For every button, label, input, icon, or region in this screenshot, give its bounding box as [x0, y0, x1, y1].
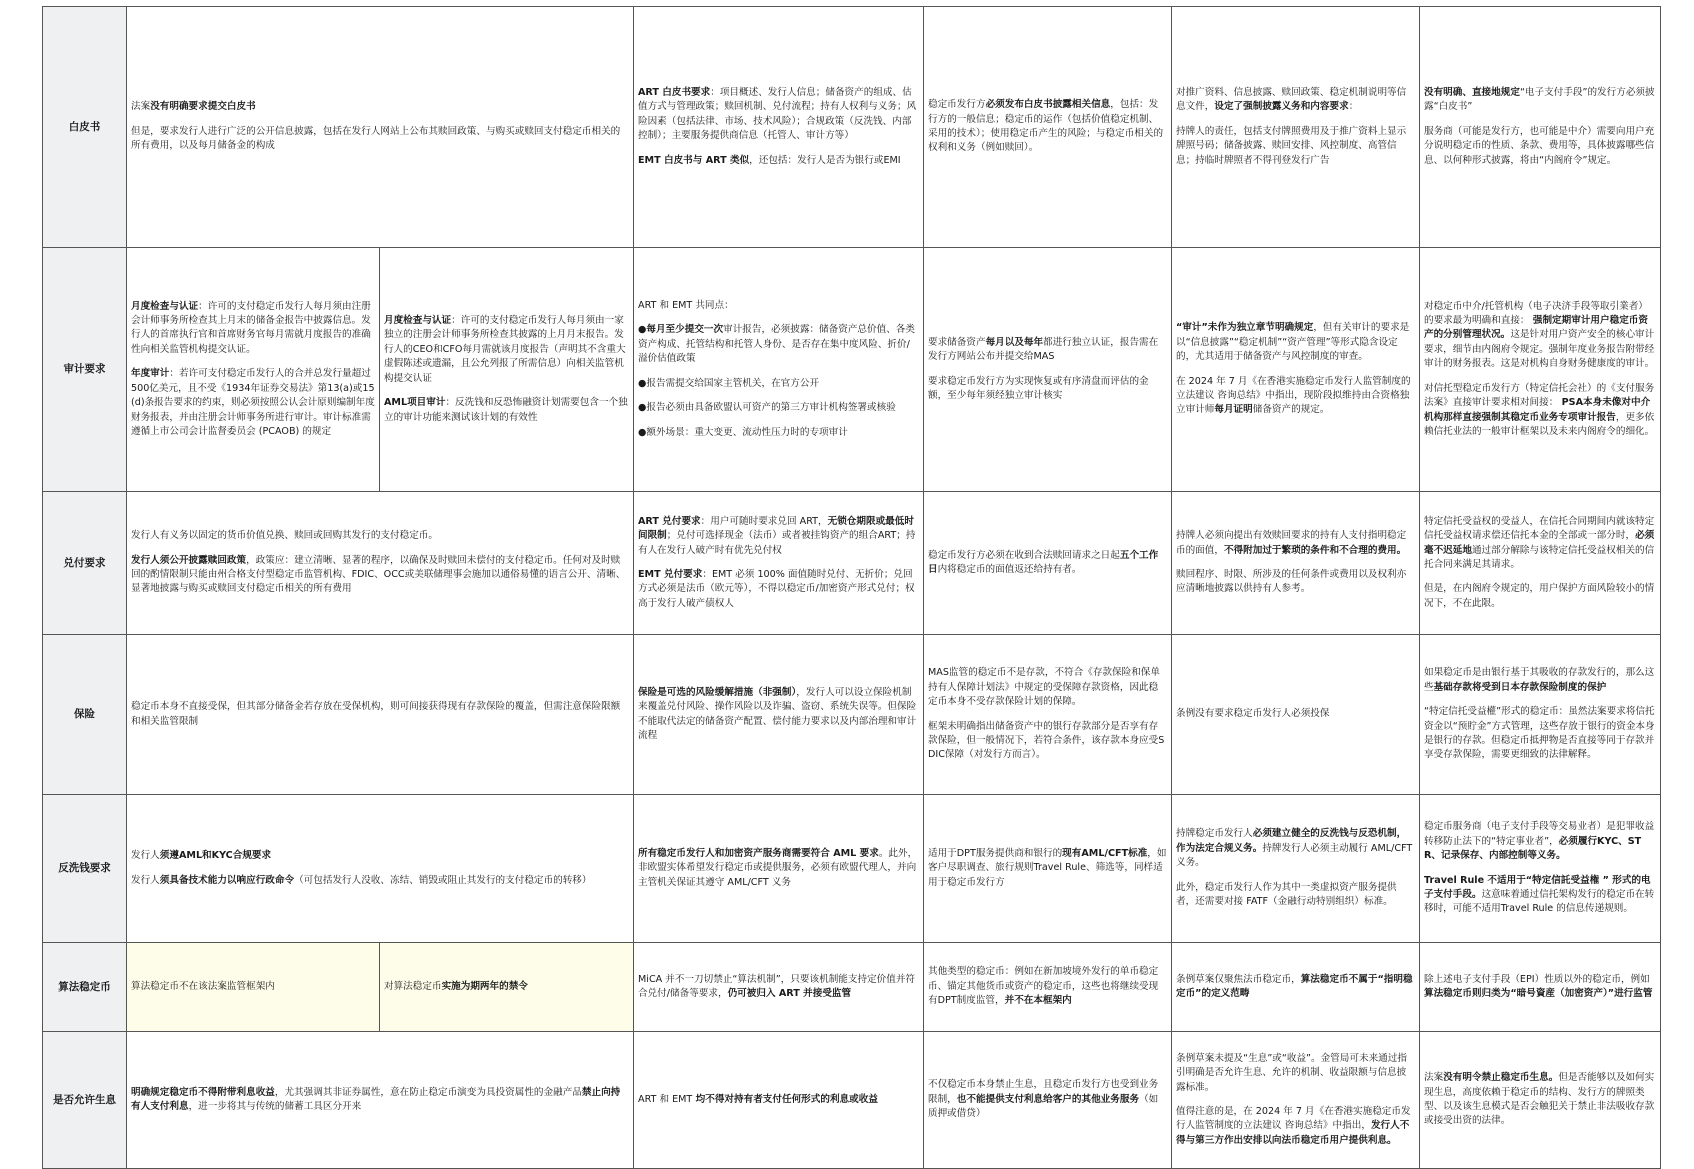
text-run: 框架未明确指出储备资产中的银行存款部分是否享有存款保险，但一般情况下，若符合条件，该存款本身应受SDIC保障（对发行方而言）。 [928, 720, 1165, 761]
cell-paragraph [928, 965, 1167, 1008]
text-run: 稳定币发行方 [928, 99, 986, 111]
text-run: ，包括：发行方的一般信息；稳定币的运作（包括价值稳定机制、采用的技术）；使用稳定币产生的风险；与稳定币相关的权利和义务（例如赎回）。 [928, 99, 1164, 154]
cell-paragraph [1176, 1105, 1415, 1148]
text-run: （可包括发行人没收、冻结、销毁或阻止其发行的支付稳定币的转移） [294, 874, 592, 886]
cell-paragraph [1424, 515, 1656, 573]
table-cell [634, 795, 924, 943]
table-cell [924, 248, 1172, 492]
table-row [43, 492, 1661, 635]
table-cell [634, 1032, 924, 1169]
cell-paragraph [638, 1093, 919, 1107]
text-run: ：许可的支付稳定币发行人每月须由注册会计师事务所检查其上月末的储备金报告中披露信息。发行人的首席执行官和首席财务官每月需就月度报告的准确性向相关监管机构提交认证。 [131, 300, 371, 355]
table-cell [634, 7, 924, 248]
table-cell [127, 943, 380, 1032]
cell-paragraph [1424, 666, 1656, 695]
bold-text: 必须建立健全的反洗钱与反恐机制，作为法定合规义务。 [1176, 828, 1407, 854]
cell-paragraph [1176, 973, 1415, 1002]
table-cell [1420, 1032, 1661, 1169]
bold-text: 五个工作日 [928, 549, 1159, 575]
cell-paragraph [131, 100, 629, 114]
bold-text: EMT 白皮书与 ART 类似 [638, 154, 750, 166]
table-row [43, 7, 1661, 248]
bold-text: 也不能提供支付利息给客户的其他业务服务 [956, 1093, 1140, 1105]
text-run: 条例草案未提及“生息”或“收益”。金管局可未来通过指引明确是否允许生息、允许的机制、收益限额与信息披露标准。 [1176, 1052, 1407, 1093]
text-run: 除上述电子支付手段（EPI）性质以外的稳定币，例如 [1424, 973, 1650, 985]
bold-text: 设定了强制披露义务和内容要求 [1214, 101, 1349, 113]
cell-paragraph [131, 1086, 629, 1115]
cell-paragraph [638, 847, 919, 890]
row-header: 保险 [43, 635, 127, 795]
bold-text: 必须履行KYC、STR、记录保存、内部控制等义务。 [1424, 835, 1642, 862]
text-run: 适用于DPT服务提供商和银行的 [928, 847, 1063, 859]
text-run: ，但有关审计的要求是以“信息披露”“稳定机制”“资产管理”等形式隐含设定的，尤其适用于储备资产与风控制度的审查。 [1176, 322, 1410, 363]
text-run: ，还包括：发行人是否为银行或EMI [749, 154, 901, 166]
text-run: ART 和 EMT [638, 1093, 693, 1105]
text-run: 服务商（可能是发行方，也可能是中介）需要向用户充分说明稳定币的性质、条款、费用等，具体披露哪些信息、以何种形式披露，将由“内阁府令”规定。 [1424, 125, 1655, 166]
text-run: （如质押或借贷） [928, 1093, 1159, 1120]
text-run: 但是否能够以及如何实现生息，高度依赖于稳定币的结构、发行方的牌照类型、以及该生息模式是否会触犯关于禁止非法吸收存款或接受出资的法律。 [1424, 1072, 1655, 1127]
text-run: 内将稳定币的面值返还给持有者。 [937, 564, 1082, 575]
cell-paragraph [384, 314, 629, 386]
bold-text: PSA本身未像对中介机构那样直接强制其稳定币业务专项审计报告 [1424, 397, 1651, 423]
bold-text: 禁止向持有人支付利息 [131, 1086, 621, 1112]
text-run: MAS监管的稳定币不是存款，不符合《存款保险和保单持有人保障计划法》中规定的受保障存款资格，因此稳定币本身不受存款保险计划的保障。 [928, 667, 1160, 708]
text-run: 条例草案仅聚焦法币稳定币， [1176, 973, 1301, 985]
text-run: 在 2024 年 7 月《在香港实施稳定币发行人监管制度的立法建议 咨询总结》中指出，现阶段拟维持由合资格独立审计师 [1176, 375, 1411, 416]
cell-paragraph [638, 377, 919, 391]
cell-paragraph [131, 980, 375, 994]
row-header: 是否允许生息 [43, 1032, 127, 1169]
table-cell [1420, 943, 1661, 1032]
bold-text: 无锁仓期限或最低时间限制 [638, 515, 914, 542]
cell-paragraph [928, 1078, 1167, 1121]
text-run: ，发行人可以设立保险机制来覆盖兑付风险、操作风险以及诈骗、盗窃、系统失误等。但保险不能取代法定的储备资产配置、偿付能力要求以及内部治理和审计流程 [638, 686, 917, 741]
text-run: ，政策应：建立清晰、显著的程序，以确保及时赎回未偿付的支付稳定币。任何对及时赎回的酌情限制只能由州合格支付型稳定币监管机构、FDIC、OCC或美联储理事会施加以通俗易懂的语言公开、清晰、显著地披露与购买或赎回支付稳定币相关的所有费用 [131, 554, 626, 595]
table-cell [1172, 635, 1420, 795]
bold-text: 均不得对持有者支付任何形式的利息或收益 [692, 1093, 878, 1105]
stablecoin-regulation-table [42, 6, 1661, 1169]
cell-paragraph [928, 549, 1167, 578]
cell-paragraph [1424, 86, 1656, 115]
table-cell [634, 248, 924, 492]
table-cell [1172, 943, 1420, 1032]
table-cell [1420, 635, 1661, 795]
cell-paragraph [131, 874, 629, 888]
cell-paragraph [131, 125, 629, 154]
bold-text: 须具备技术能力以响应行政命令 [159, 874, 295, 886]
text-run: 这是针对用户资产安全的核心审计要求，细节由内阁府令规定。强制年度业务报告附带经审计的财务报表。这是对机构自身财务健康度的审计。 [1424, 329, 1655, 370]
table-cell [924, 492, 1172, 635]
text-run: 但是，要求发行人进行广泛的公开信息披露，包括在发行人网站上公布其赎回政策、与购买或赎回支付稳定币相关的所有费用，以及每月储备金的构成 [131, 125, 621, 152]
bold-text: ART 兑付要求 [638, 515, 701, 527]
text-run: ●额外场景：重大变更、流动性压力时的专项审计 [638, 426, 848, 438]
cell-paragraph [1176, 375, 1415, 418]
text-run: 条例没有要求稳定币发行人必须投保 [1176, 708, 1330, 720]
text-run: 算法稳定币不在该法案监管框架内 [131, 980, 275, 992]
table-row [43, 248, 1661, 492]
bold-text: 所有稳定币发行人和加密资产服务商需要符合 AML 要求 [638, 847, 879, 859]
table-cell [924, 795, 1172, 943]
table-cell [1420, 7, 1661, 248]
text-run: 持牌人的责任，包括支付牌照费用及于推广资料上显示牌照号码；储备披露、赎回安排、风控制度、高管信息；持临时牌照者不得刊登发行广告 [1176, 125, 1407, 166]
cell-paragraph [384, 396, 629, 425]
bold-text: 年度审计 [131, 368, 170, 380]
cell-paragraph [131, 300, 375, 358]
text-run: 发行人 [131, 874, 160, 886]
text-run: 稳定币发行方必须在收到合法赎回请求之日起 [928, 549, 1120, 561]
cell-paragraph [638, 426, 919, 440]
text-run: ：若许可支付稳定币发行人的合并总发行量超过500亿美元，且不受《1934年证券交易法》第13(a)或15(d)条报告要求的约束，则必须按照公认会计原则编制年度财务报表，并由注册会计师事务所进行审计。审计标准需遵循上市公司会计监督委员会 (PCAOB) 的规定 [131, 368, 375, 437]
bold-text: 没有明令禁止稳定币生息。 [1443, 1072, 1559, 1084]
text-run: 要求储备资产 [928, 336, 986, 348]
cell-paragraph [638, 973, 919, 1002]
cell-paragraph [1424, 874, 1656, 917]
cell-paragraph [131, 849, 629, 863]
bold-text: 实施为期两年的禁令 [441, 980, 528, 992]
text-run: 特定信托受益权的受益人，在信托合同期间内就该特定信托受益权请求偿还信托本金的全部或一部分时， [1424, 515, 1655, 542]
table-cell [924, 7, 1172, 248]
table-cell [127, 492, 634, 635]
table-row [43, 1032, 1661, 1169]
text-run: 不仅稳定币本身禁止生息，且稳定币发行方也受到业务限制， [928, 1079, 1159, 1105]
cell-paragraph [638, 401, 919, 415]
cell-paragraph [1176, 125, 1415, 168]
text-run: 这意味着通过信托架构发行的稳定币在转移时，可能不适用Travel Rule 的信息传递规则。 [1424, 888, 1655, 915]
table-cell [634, 492, 924, 635]
text-run: ●报告必须由具备欧盟认可资产的第三方审计机构签署或核验 [638, 402, 896, 414]
cell-paragraph [1176, 1052, 1415, 1095]
text-run: ART 和 EMT 共同点： [638, 300, 734, 312]
text-run: 稳定币服务商（电子支付手段等交易业者）是犯罪收益转移防止法下的“特定事业者”， [1424, 821, 1655, 847]
cell-paragraph [638, 323, 919, 366]
table-cell [127, 1032, 634, 1169]
cell-paragraph [131, 700, 629, 729]
bold-text: 每月证明 [1214, 404, 1253, 416]
text-run: ●报告需提交给国家主管机关，在官方公开 [638, 377, 820, 389]
cell-paragraph [1176, 827, 1415, 870]
text-run: ，更多依赖信托业法的一般审计框架以及未来内阁府令的细化。 [1424, 411, 1655, 437]
cell-paragraph [1424, 705, 1656, 763]
cell-paragraph [1176, 881, 1415, 910]
text-run: MiCA 并不一刀切禁止“算法机制”，只要该机制能支持定价值并符合兑付/储备等要求， [638, 973, 916, 999]
table-cell [380, 248, 634, 492]
table-cell [1172, 248, 1420, 492]
cell-paragraph [1424, 582, 1656, 611]
text-run: ；兑付可选择现金（法币）或者被挂钩资产的组合ART；持有人在发行人破产时有优先兑付权 [638, 530, 916, 556]
bold-text: 每月以及每年 [985, 336, 1044, 348]
cell-paragraph [1176, 321, 1415, 364]
text-run: ，进一步将其与传统的储蓄工具区分开来 [188, 1101, 362, 1112]
table-cell [1172, 492, 1420, 635]
table-cell [924, 1032, 1172, 1169]
table-cell [924, 943, 1172, 1032]
text-run: ：EMT 必须 100% 面值随时兑付、无折价；兑回方式必须是法币（欧元等），不得以稳定币/加密资产形式兑付；权高于发行人破产债权人 [638, 569, 915, 609]
bold-text: 没有明确、直接地规定 [1424, 86, 1520, 98]
text-run: 对稳定币中介/托管机构（电子决济手段等取引業者）的要求最为明确和直接： [1424, 300, 1648, 327]
row-header: 算法稳定币 [43, 943, 127, 1032]
cell-paragraph [1176, 568, 1415, 597]
bold-text: 须遵AML和KYC合规要求 [159, 850, 272, 862]
bold-text: “审计”未作为独立章节明确规定 [1176, 322, 1314, 334]
text-run: 审计报告，必须披露：储备资产总价值、各类资产构成、托管结构和托管人身份、是否存在集中度风险、折价/溢价估值政策 [638, 324, 915, 365]
cell-paragraph [384, 980, 629, 994]
bold-text: 算法稳定币不属于“指明稳定币”的定义范畴 [1176, 973, 1413, 999]
text-run: ：许可的支付稳定币发行人每月须由一家独立的注册会计师事务所检查其披露的上月月末报告。发行人的CEO和CFO每月需就该月度报告（声明其不含重大虚假陈述或遗漏，且公允列报了所需信息）向相关监管机构提交认证 [384, 315, 626, 384]
row-header: 反洗钱要求 [43, 795, 127, 943]
cell-paragraph [1424, 1071, 1656, 1129]
text-run: 通过部分解除与该特定信托受益权相关的信托合同来满足其请求。 [1424, 544, 1655, 570]
bold-text: Travel Rule 不适用于“特定信託受益権 ” 形式的电子支付手段。 [1424, 874, 1651, 900]
table-cell [380, 943, 634, 1032]
cell-paragraph [928, 336, 1167, 365]
cell-paragraph [131, 529, 629, 543]
text-run: 法案 [131, 101, 151, 113]
text-run: 持牌稳定币发行人 [1176, 828, 1253, 840]
text-run: 发行人有义务以固定的货币价值兑换、赎回或回购其发行的支付稳定币。 [131, 530, 438, 542]
text-run: 都进行独立认证，报告需在发行方网站公布并提交给MAS [928, 336, 1159, 363]
bold-text: 仍可被归入 ART 并接受监管 [727, 988, 852, 999]
text-run: 对信托型稳定币发行方（特定信托会社）的《支付服务法案》直接审计要求相对间接： [1424, 382, 1655, 409]
text-run: 此外，稳定币发行人作为其中一类虚拟资产服务提供者，还需要对接 FATF（金融行动特别组织）标准。 [1176, 881, 1397, 908]
bold-text: 月度检查与认证 [384, 315, 452, 327]
text-run: “电子支付手段”的发行方必须披露“白皮书” [1424, 86, 1655, 113]
bold-text: EMT 兑付要求 [638, 569, 703, 580]
cell-paragraph [1424, 125, 1656, 168]
text-run: 法案 [1424, 1072, 1444, 1084]
bold-text: 必须发布白皮书披露相关信息 [985, 99, 1111, 111]
text-run: 持牌发行人必须主动履行 AML/CFT 义务。 [1176, 842, 1413, 869]
bold-text: 发行人不得与第三方作出安排以向法币稳定币用户提供利息。 [1176, 1120, 1410, 1146]
table-cell [127, 7, 634, 248]
text-run: ：项目概述、发行人信息；储备资产的组成、估值方式与管理政策；赎回机制、兑付流程；持有人权利与义务；风险因素（包括法律、市场、技术风险）；合规政策（反洗钱、内部控制）；主要服务提供商信息（托管人、审计方等） [638, 86, 917, 142]
bold-text: 算法稳定币则归类为“暗号資産（加密资产）”进行监管 [1424, 988, 1653, 999]
text-run: 对算法稳定币 [384, 980, 442, 992]
cell-paragraph [928, 720, 1167, 763]
text-run: “特定信托受益權”形式的稳定币：虽然法案要求将信托资金以“预貯金”方式管理，这些存放于银行的资金本身是银行的存款。但稳定币抵押物是否直接等同于存款并享受存款保险，需要更细致的法律解释。 [1424, 706, 1655, 761]
text-run: 持牌人必须向提出有效赎回要求的持有人支付指明稳定币的面值， [1176, 530, 1407, 556]
cell-paragraph [1176, 529, 1415, 558]
cell-paragraph [1176, 707, 1415, 721]
table-cell [1172, 1032, 1420, 1169]
table-cell [1172, 7, 1420, 248]
cell-paragraph [1424, 382, 1656, 440]
cell-paragraph [1176, 86, 1415, 115]
cell-paragraph [638, 686, 919, 744]
text-run: 值得注意的是，在 2024 年 7 月《在香港实施稳定币发行人监管制度的立法建议 咨询总结》中指出， [1176, 1106, 1411, 1132]
cell-paragraph [638, 568, 919, 611]
cell-paragraph [928, 98, 1167, 156]
row-header: 兑付要求 [43, 492, 127, 635]
table-cell [127, 795, 634, 943]
row-header: 白皮书 [43, 7, 127, 248]
cell-paragraph [1424, 300, 1656, 372]
text-run: ，如客户尽职调查、旅行规则Travel Rule、筛选等，同样适用于稳定币发行方 [928, 847, 1167, 888]
bold-text: 强制定期审计用户稳定币资产的分别管理状况。 [1424, 315, 1648, 341]
text-run: 稳定币本身不直接受保，但其部分储备金若存放在受保机构，则可间接获得现有存款保险的覆盖，但需注意保险限额和相关监管限制 [131, 701, 621, 727]
table-cell [924, 635, 1172, 795]
bold-text: ART 白皮书要求 [638, 86, 711, 98]
text-run: 发行人 [131, 850, 160, 862]
text-run: 如果稳定币是由银行基于其吸收的存款发行的，那么这些 [1424, 667, 1655, 693]
text-run: ： [1348, 101, 1359, 113]
cell-paragraph [638, 299, 919, 313]
cell-paragraph [928, 847, 1167, 890]
table-row [43, 795, 1661, 943]
text-run: 其他类型的稳定币：例如在新加坡境外发行的单币稳定币、锚定其他货币或资产的稳定币，这些也将继续受现有DPT制度监管， [928, 966, 1159, 1007]
cell-paragraph [131, 367, 375, 439]
text-run: 要求稳定币发行方为实现恢复或有序清盘而评估的金额，至少每年须经独立审计核实 [928, 375, 1149, 401]
bold-text: 基础存款将受到日本存款保险制度的保护 [1433, 681, 1607, 693]
text-run: 但是，在内阁府令规定的，用户保护方面风险较小的情况下，不在此限。 [1424, 583, 1655, 609]
cell-paragraph [928, 375, 1167, 404]
bold-text: 并不在本框架内 [1004, 995, 1072, 1007]
bold-text: ●每月至少提交一次 [638, 324, 724, 336]
text-run: ，尤其强调其非证券属性，意在防止稳定币演变为具投资属性的金融产品 [274, 1086, 582, 1098]
bold-text: 现有AML/CFT标准 [1062, 847, 1148, 859]
cell-paragraph [1424, 973, 1656, 1002]
cell-paragraph [131, 554, 629, 597]
cell-paragraph [638, 154, 919, 168]
cell-paragraph [1424, 820, 1656, 863]
cell-paragraph [638, 515, 919, 558]
table-cell [1420, 795, 1661, 943]
text-run: ：反洗钱和反恐怖融资计划需要包含一个独立的审计功能来测试该计划的有效性 [384, 397, 628, 423]
text-run: 储备资产的规定。 [1252, 404, 1330, 416]
table-cell [634, 635, 924, 795]
cell-paragraph [638, 86, 919, 144]
text-run: 对推广资料、信息披露、赎回政策、稳定机制说明等信息文件， [1176, 86, 1407, 113]
table-cell [1172, 795, 1420, 943]
table-row [43, 635, 1661, 795]
table-row [43, 943, 1661, 1032]
table-cell [1420, 248, 1661, 492]
table-cell [1420, 492, 1661, 635]
text-run: 。此外，非欧盟实体希望发行稳定币或提供服务，必须有欧盟代理人，并向主管机关保证其遵守 AML/CFT 义务 [638, 847, 918, 888]
bold-text: 必须毫不迟延地 [1424, 530, 1655, 556]
bold-text: AML项目审计 [384, 397, 446, 409]
bold-text: 不得附加过于繁琐的条件和不合理的费用。 [1223, 544, 1407, 556]
row-header: 审计要求 [43, 248, 127, 492]
bold-text: 发行人须公开披露赎回政策 [131, 554, 247, 566]
text-run: 赎回程序、时限、所涉及的任何条件或费用以及权利亦应清晰地披露以供持有人参考。 [1176, 569, 1407, 595]
cell-paragraph [928, 666, 1167, 709]
table-cell [634, 943, 924, 1032]
bold-text: 月度检查与认证 [131, 300, 199, 312]
bold-text: 没有明确要求提交白皮书 [150, 101, 256, 113]
table-cell [127, 248, 380, 492]
bold-text: 明确规定稳定币不得附带利息收益 [131, 1086, 275, 1098]
text-run: ：用户可随时要求兑回 ART， [700, 515, 828, 527]
table-cell [127, 635, 634, 795]
bold-text: 保险是可选的风险缓解措施（非强制） [638, 686, 797, 698]
